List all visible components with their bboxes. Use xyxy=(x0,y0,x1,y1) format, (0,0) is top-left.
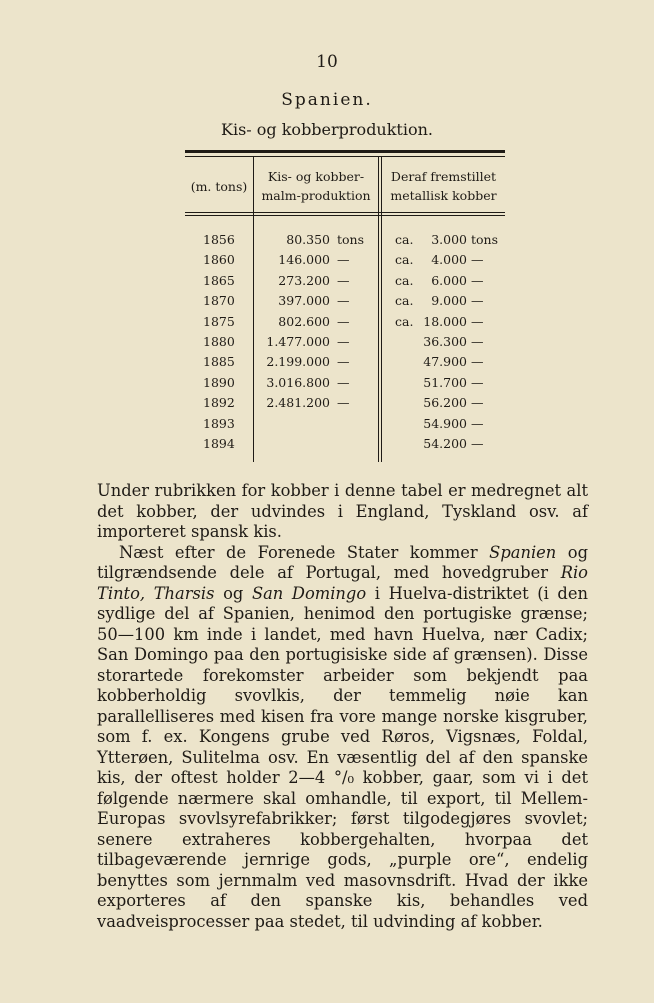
production-unit-cell: — xyxy=(337,395,350,411)
copper-cell: 18.000 xyxy=(423,313,467,329)
production-cell: 273.200 xyxy=(278,272,330,288)
copper-unit-cell: — xyxy=(471,313,484,329)
table-rule xyxy=(185,156,505,157)
production-cell: 80.350 xyxy=(286,232,330,247)
copper-cell: 54.900 xyxy=(423,415,467,431)
year-cell: 1856 xyxy=(203,232,235,247)
approx-cell: ca. xyxy=(395,293,414,309)
copper-cell: 6.000 xyxy=(431,272,467,288)
copper-unit-cell: — xyxy=(471,415,484,431)
table-rule xyxy=(185,212,505,213)
production-cell: 1.477.000 xyxy=(266,334,330,349)
production-unit-cell: — xyxy=(337,354,350,370)
copper-unit-cell: — xyxy=(471,272,484,288)
table-row xyxy=(185,250,505,270)
production-cell: 3.016.800 xyxy=(266,374,330,390)
table-row xyxy=(185,271,505,291)
table-row xyxy=(185,291,505,311)
approx-cell: ca. xyxy=(395,313,414,329)
copper-unit-cell: — xyxy=(471,334,484,349)
copper-cell: 51.700 xyxy=(423,374,467,390)
table-row xyxy=(185,373,505,393)
year-cell: 1880 xyxy=(203,334,235,349)
table-row xyxy=(185,352,505,372)
copper-cell: 36.300 xyxy=(423,334,467,349)
table-rule xyxy=(185,150,505,153)
copper-cell: 54.200 xyxy=(423,436,467,451)
year-cell: 1890 xyxy=(203,374,235,390)
header-copper: Deraf fremstillet metallisk kobber xyxy=(390,169,497,203)
production-cell: 2.199.000 xyxy=(266,354,330,370)
production-unit-cell: — xyxy=(337,252,350,268)
copper-unit-cell: — xyxy=(471,436,484,451)
copper-cell: 47.900 xyxy=(423,354,467,370)
table-rule xyxy=(185,215,505,216)
table-row xyxy=(185,393,505,413)
paragraph: Næst efter de Forenede Stater kommer Spanien og tilgrændsende dele af Portugal, med hovedgruber Rio Tinto, Tharsis og San Domingo i Huelva-distriktet (i den sydlige del af Spanien, henimod den portugiske grænse; 50—100 km inde i landet, med havn Huelva, nær Cadix; San Domingo paa den portugisiske side af grænsen). Disse storartede forekomster arbeider som bekjendt paa kobberholdig svovlkis, der temmelig nøie kan parallelliseres med kisen fra vore mange norske kisgruber, som f. ex. Kongens grube ved Røros, Vigsnæs, Foldal, Ytterøen, Sulitelma osv. En væsentlig del af den spanske kis, der oftest holder 2—4 °/₀ kobber, gaar, som vi i det følgende nærmere skal omhandle, til export, til Mellem-Europas svovlsyrefabrikker; først tilgodegjøres svovlet; senere extraheres kobbergehalten, hvorpaa det tilbageværende jernrige gods, „purple ore“, endelig benyttes som jernmalm ved masovnsdrift. Hvad der ikke exporteres af den spanske kis, behandles ved vaadveisprocesser paa stedet, til udvinding af kobber. xyxy=(97,542,588,931)
year-cell: 1894 xyxy=(203,436,235,451)
year-cell: 1870 xyxy=(203,293,235,309)
year-cell: 1865 xyxy=(203,272,235,288)
table-row xyxy=(185,230,505,250)
copper-unit-cell: — xyxy=(471,252,484,268)
copper-cell: 3.000 xyxy=(431,232,467,247)
copper-cell: 4.000 xyxy=(431,252,467,268)
production-unit-cell: — xyxy=(337,374,350,390)
header-production: Kis- og kobber-malm-produktion xyxy=(261,169,371,203)
header-unit: (m. tons) xyxy=(190,178,248,194)
paragraph: Under rubrikken for kobber i denne tabel er medregnet alt det kobber, der udvindes i England, Tyskland osv. af importeret spansk kis. xyxy=(97,481,588,541)
table-row xyxy=(185,312,505,332)
year-cell: 1893 xyxy=(203,415,235,431)
table-caption: Kis- og kobberproduktion. xyxy=(221,120,433,139)
emphasis: Rio Tinto, Tharsis xyxy=(97,563,588,603)
year-cell: 1892 xyxy=(203,395,235,411)
production-cell: 802.600 xyxy=(278,313,330,329)
production-unit-cell: tons xyxy=(337,232,365,247)
approx-cell: ca. xyxy=(395,272,414,288)
production-unit-cell: — xyxy=(337,272,350,288)
copper-cell: 56.200 xyxy=(423,395,467,411)
production-unit-cell: — xyxy=(337,334,350,349)
production-unit-cell: — xyxy=(337,313,350,329)
copper-unit-cell: — xyxy=(471,374,484,390)
approx-cell: ca. xyxy=(395,252,414,268)
page-title: Spanien. xyxy=(281,90,373,110)
body-text xyxy=(97,481,588,932)
production-unit-cell: — xyxy=(337,293,350,309)
approx-cell: ca. xyxy=(395,232,414,247)
year-cell: 1885 xyxy=(203,354,235,370)
emphasis: San Domingo xyxy=(251,583,367,603)
page-number: 10 xyxy=(316,52,338,72)
production-cell: 146.000 xyxy=(278,252,330,268)
table-row xyxy=(185,434,505,454)
copper-unit-cell: — xyxy=(471,354,484,370)
copper-cell: 9.000 xyxy=(431,293,467,309)
year-cell: 1875 xyxy=(203,313,235,329)
production-table xyxy=(185,150,505,462)
copper-unit-cell: — xyxy=(471,395,484,411)
table-row xyxy=(185,414,505,434)
emphasis: Spanien xyxy=(489,542,557,562)
copper-unit-cell: — xyxy=(471,293,484,309)
production-cell: 397.000 xyxy=(278,293,330,309)
production-cell: 2.481.200 xyxy=(266,395,330,411)
year-cell: 1860 xyxy=(203,252,235,268)
table-row xyxy=(185,332,505,352)
copper-unit-cell: tons xyxy=(471,232,499,247)
